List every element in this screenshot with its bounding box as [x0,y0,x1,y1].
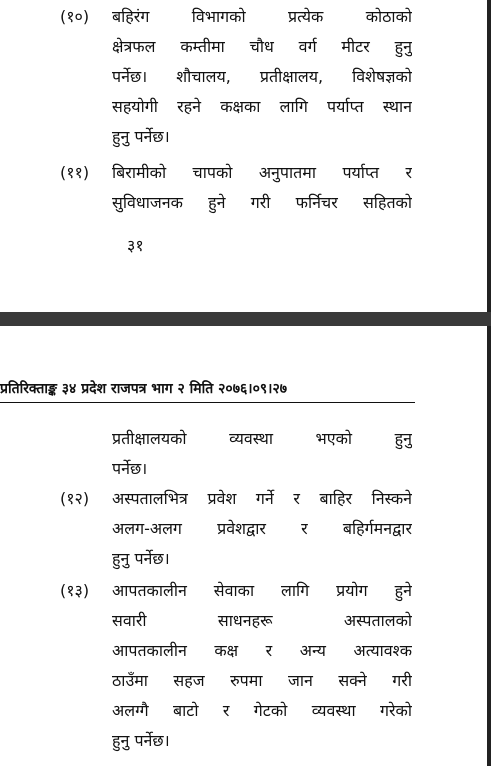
clause-text [112,484,412,574]
text-line: अलग्गै बाटो र गेटको व्यवस्था गरेको [112,701,412,720]
text-line: सहयोगी रहने कक्षका लागि पर्याप्त स्थान [112,97,412,116]
text-line: हुनु पर्नेछ। [112,549,170,568]
text-line: आपतकालीन सेवाका लागि प्रयोग हुने [112,581,412,600]
text-line: ठाउँमा सहज रुपमा जान सक्ने गरी [112,671,412,690]
text-line: बहिरंग विभागको प्रत्येक कोठाको [112,7,412,26]
page-separator [0,312,491,326]
text-line: क्षेत्रफल कम्तीमा चौध वर्ग मीटर हुनु [112,37,412,56]
clause-number: (१२) [60,489,90,508]
clause-number: (१०) [60,7,90,26]
text-line: अस्पतालभित्र प्रवेश गर्ने र बाहिर निस्कने [112,489,412,508]
document-page-bottom [0,326,491,766]
text-line: पर्नेछ। शौचालय, प्रतीक्षालय, विशेषज्ञको [112,67,412,86]
clause-number: (११) [60,163,90,182]
text-line: सुविधाजनक हुने गरी फर्निचर सहितको [112,193,412,212]
clause-text [112,2,412,152]
page-number: ३१ [127,236,144,255]
gazette-header: प्रतिरिक्ताङ्क ३४ प्रदेश राजपत्र भाग २ मिति २०७६।०९।२७ [0,376,415,403]
text-line: पर्नेछ। [112,459,148,478]
text-line: सवारी साधनहरू अस्पतालको [112,611,412,630]
text-line: आपतकालीन कक्ष र अन्य अत्यावश्क [112,641,412,660]
clause-text [112,158,412,218]
clause-number: (१३) [60,581,90,600]
clause-text [112,424,412,484]
page-edge [487,0,491,312]
text-line: बिरामीको चापको अनुपातमा पर्याप्त र [112,163,412,182]
clause-text [112,576,412,756]
page-edge [487,326,491,766]
text-line: हुनु पर्नेछ। [112,127,170,146]
text-line: अलग-अलग प्रवेशद्वार र बहिर्गमनद्वार [112,519,412,538]
text-line: हुनु पर्नेछ। [112,731,170,750]
text-line: प्रतीक्षालयको व्यवस्था भएको हुनु [112,429,412,448]
document-page-top [0,0,491,312]
